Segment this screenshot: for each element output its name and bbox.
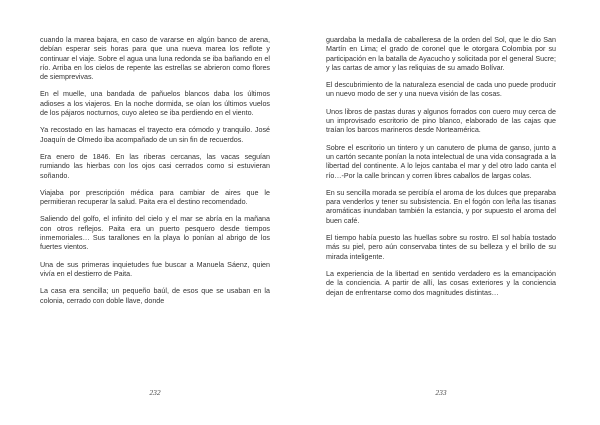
left-paragraph-5: Viajaba por prescripción médica para cambiar de aires que le permitieran recuperar la salud. Paita era el destino recomendado. — [40, 188, 270, 207]
left-paragraph-8: La casa era sencilla; un pequeño baúl, de esos que se usaban en la colonia, cerrado con doble llave, donde — [40, 287, 270, 305]
right-paragraph-1: guardaba la medalla de caballeresa de la orden del Sol, que le dio San Martín en Lima; el grado de coronel que le otorgara Colombia por su participación en la batalla de Ayacucho y solicitada por el general Sucre; y las cartas de amor y las reliquias de su amado Bolívar. — [326, 36, 556, 72]
left-paragraph-6: Saliendo del golfo, el infinito del cielo y el mar se abría en la mañana con otros reflejos. Paita era un puerto pesquero desde tiempos inmemoriales… Sus tarallones en la playa lo ponían al abrigo de los fuertes vientos. — [40, 215, 270, 252]
left-paragraph-2: En el muelle, una bandada de pañuelos blancos daba los últimos adioses a los viajeros. En la noche dormida, se oían los últimos vuelos de los pájaros nocturnos, cuyo aleteo se iba perdiendo en el viento. — [40, 90, 270, 118]
right-paragraph-5: En su sencilla morada se percibía el aroma de los dulces que preparaba para venderlos y tener su subsistencia. En el fogón con leña las tisanas aromáticas inundaban también la estancia, y por supuesto el aroma del buen café. — [326, 188, 556, 225]
right-paragraph-6: El tiempo había puesto las huellas sobre su rostro. El sol había tostado más su piel, pero aún conservaba tintes de su belleza y el brillo de su mirada inteligente. — [326, 234, 556, 261]
left-paragraph-1: cuando la marea bajara, en caso de vararse en algún banco de arena, debían esperar seis horas para que una nueva marea los reflote y continuar el viaje. Sobre el agua una luna redonda se iba bañando en el río. Arriba en los cielos de repente las estrellas se abrieron como flores de siemprevivas. — [40, 36, 270, 82]
right-paragraph-2: El descubrimiento de la naturaleza esencial de cada uno puede producir un nuevo modo de ser y una nueva visión de las cosas. — [326, 81, 556, 99]
left-page — [40, 36, 270, 314]
right-paragraph-7: La experiencia de la libertad en sentido verdadero es la emancipación de la conciencia. A partir de allí, las cosas exteriores y la conciencia dejan de enfrentarse como dos magnitudes distintas… — [326, 269, 556, 297]
right-paragraph-4: Sobre el escritorio un tintero y un canutero de pluma de ganso, junto a un cartón secante ponían la nota intelectual de una vida consagrada a la libertad del continente. A lo lejos cantaba el mar y del otro lado canta el río…-Por la calle brincan y corren libres caballos de largas colas. — [326, 143, 556, 180]
right-page-number: 233 — [435, 388, 447, 397]
right-page — [326, 36, 556, 306]
right-paragraph-3: Unos libros de pastas duras y algunos forrados con cuero muy cerca de un improvisado escritorio de pino blanco, elaborado de las cajas que traían los barcos marineros desde Norteamérica. — [326, 107, 556, 135]
left-paragraph-4: Era enero de 1846. En las riberas cercanas, las vacas seguían rumiando las hierbas con los ojos casi cerrados como si estuvieran soñando. — [40, 152, 270, 180]
left-paragraph-7: Una de sus primeras inquietudes fue buscar a Manuela Sáenz, quien vivía en el destierro de Paita. — [40, 260, 270, 278]
left-paragraph-3: Ya recostado en las hamacas el trayecto era cómodo y tranquilo. José Joaquín de Olmedo iba acompañado de un sin fin de recuerdos. — [40, 126, 270, 144]
left-page-number: 232 — [149, 388, 161, 397]
